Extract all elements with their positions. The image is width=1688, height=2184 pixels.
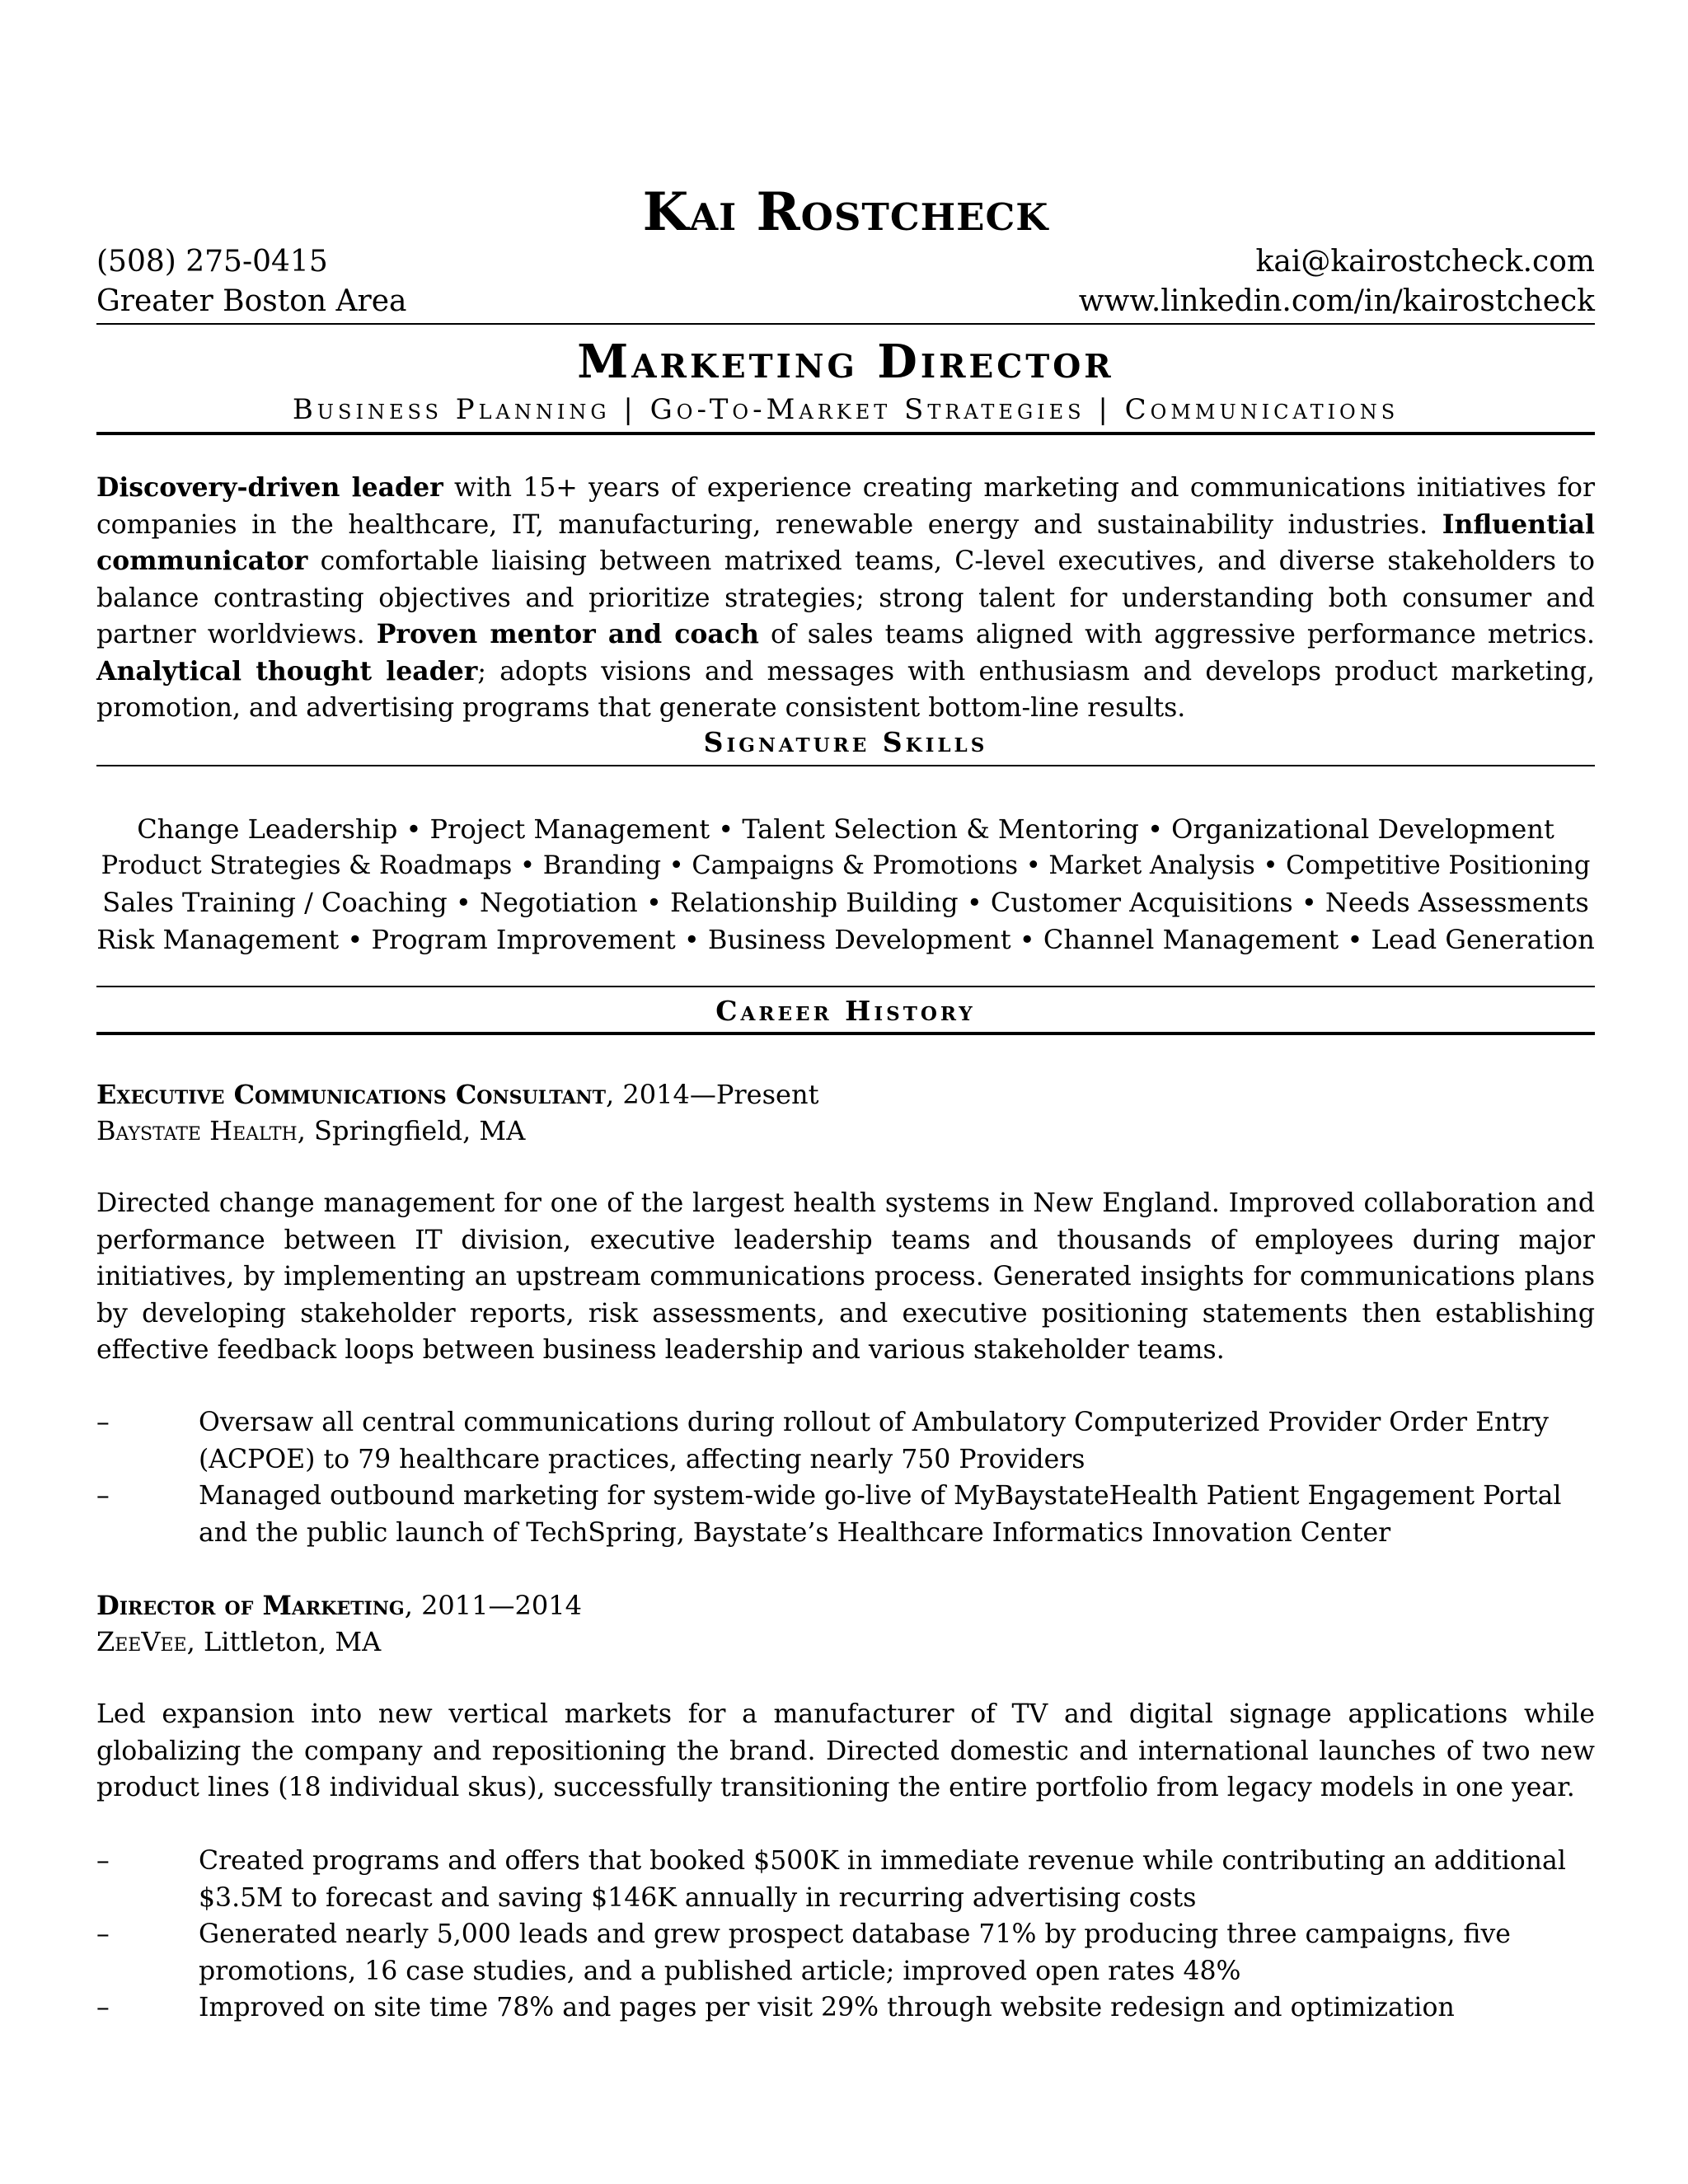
company-location: , Springfield, MA: [297, 1115, 526, 1146]
candidate-name: Kai Rostcheck: [642, 181, 1049, 243]
job-title: Director of Marketing: [96, 1590, 405, 1621]
skills-line: Risk Management • Program Improvement • Business Development • Channel Management • Lead Generation: [96, 923, 1595, 955]
job-title-line: [96, 1587, 1595, 1624]
achievement-item: [96, 1478, 1595, 1551]
achievement-text: Improved on site time 78% and pages per visit 29% through website redesign and optimization: [199, 1993, 1455, 2022]
career-top-divider: [96, 986, 1595, 987]
job-achievements: [96, 1404, 1595, 1551]
summary-text-1: with 15+ years of experience creating marketing and communications initiatives for companies in the healthcare, IT, manufacturing, renewable energy and sustainability industries.: [96, 473, 1595, 540]
achievement-text: Oversaw all central communications during rollout of Ambulatory Computerized Provider Order Entry (ACPOE) to 79 healthcare practices, affecting nearly 750 Providers: [199, 1408, 1549, 1474]
summary-text-2: comfortable liaising between matrixed teams, C-level executives, and diverse stakeholders to balance contrasting objectives and prioritize strategies; strong talent for understanding both consumer and partner worldviews.: [96, 546, 1595, 649]
skills-heading: Signature Skills: [703, 726, 988, 758]
achievement-item: [96, 1990, 1595, 2027]
header-divider: [96, 323, 1595, 325]
bullet-dash: –: [96, 1993, 110, 2022]
summary-highlight-4: Analytical thought leader: [96, 655, 478, 687]
achievement-item: [96, 1843, 1595, 1916]
summary-highlight-3: Proven mentor and coach: [376, 619, 759, 649]
achievement-text: Managed outbound marketing for system-wide go-live of MyBaystateHealth Patient Engagement Portal and the public launch of TechSpring, Baystate’s Healthcare Informatics Innovation Center: [199, 1481, 1562, 1548]
skills-divider: [96, 765, 1595, 766]
achievement-item: [96, 1916, 1595, 1990]
bullet-dash: –: [96, 1846, 110, 1876]
contact-row-1: [96, 244, 1595, 280]
bullet-dash: –: [96, 1408, 110, 1437]
linkedin-url: www.linkedin.com/in/kairostcheck: [1078, 284, 1595, 318]
skills-line: Change Leadership • Project Management • Talent Selection & Mentoring • Organizational Development: [137, 813, 1554, 845]
achievement-text: Created programs and offers that booked $500K in immediate revenue while contributing an additional $3.5M to forecast and saving $146K annually in recurring advertising costs: [199, 1846, 1566, 1913]
achievement-item: [96, 1404, 1595, 1478]
summary-highlight-2: Influential communicator: [96, 509, 1595, 576]
phone: (508) 275-0415: [96, 245, 328, 279]
skills-line: Product Strategies & Roadmaps • Branding • Campaigns & Promotions • Market Analysis • Competitive Positioning: [101, 851, 1591, 880]
job-target-subtitle: Business Planning | Go-To-Market Strategies | Communications: [292, 393, 1400, 426]
achievement-text: Generated nearly 5,000 leads and grew prospect database 71% by producing three campaigns, five promotions, 16 case studies, and a published article; improved open rates 48%: [199, 1919, 1511, 1986]
company-location: , Littleton, MA: [186, 1626, 382, 1657]
job-description: Led expansion into new vertical markets for a manufacturer of TV and digital signage applications while globalizing the company and repositioning the brand. Directed domestic and international launches of two new product lines (18 individual skus), successfully transitioning the entire portfolio from legacy models in one year.: [96, 1699, 1595, 1802]
company-name: Baystate Health: [96, 1115, 298, 1146]
skills-list: [96, 811, 1595, 958]
job-company-line: [96, 1113, 1595, 1149]
summary-text-4: ; adopts visions and messages with enthusiasm and develops product marketing, promotion, and advertising programs that generate consistent bottom-line results.: [96, 656, 1595, 723]
bullet-dash: –: [96, 1919, 110, 1949]
summary-highlight-1: Discovery-driven leader: [96, 472, 443, 503]
job-description: Directed change management for one of the largest health systems in New England. Improved collaboration and performance between IT division, executive leadership teams and thousands of employees during major initiatives, by implementing an upstream communications process. Generated insights for communications plans by developing stakeholder reports, risk assessments, and executive positioning statements then establishing effective feedback loops between business leadership and various stakeholder teams.: [96, 1188, 1595, 1365]
summary-paragraph: [96, 470, 1595, 727]
company-name: ZeeVee: [96, 1626, 187, 1657]
bullet-dash: –: [96, 1481, 110, 1511]
job-title-line: [96, 1076, 1595, 1113]
job-achievements: [96, 1843, 1595, 2027]
career-heading: Career History: [715, 995, 976, 1027]
title-divider: [96, 432, 1595, 435]
job-target-title: Marketing Director: [577, 335, 1114, 389]
email: kai@kairostcheck.com: [1255, 245, 1595, 279]
skills-line: Sales Training / Coaching • Negotiation • Relationship Building • Customer Acquisitions • Needs Assessments: [102, 887, 1589, 918]
location: Greater Boston Area: [96, 284, 407, 318]
job-company-line: [96, 1624, 1595, 1660]
job-title: Executive Communications Consultant: [96, 1079, 607, 1110]
summary-text-3: of sales teams aligned with aggressive performance metrics.: [758, 620, 1595, 649]
job-dates: , 2014—Present: [606, 1079, 819, 1110]
contact-row-2: [96, 284, 1595, 320]
job-dates: , 2011—2014: [404, 1590, 582, 1621]
career-bottom-divider: [96, 1032, 1595, 1035]
